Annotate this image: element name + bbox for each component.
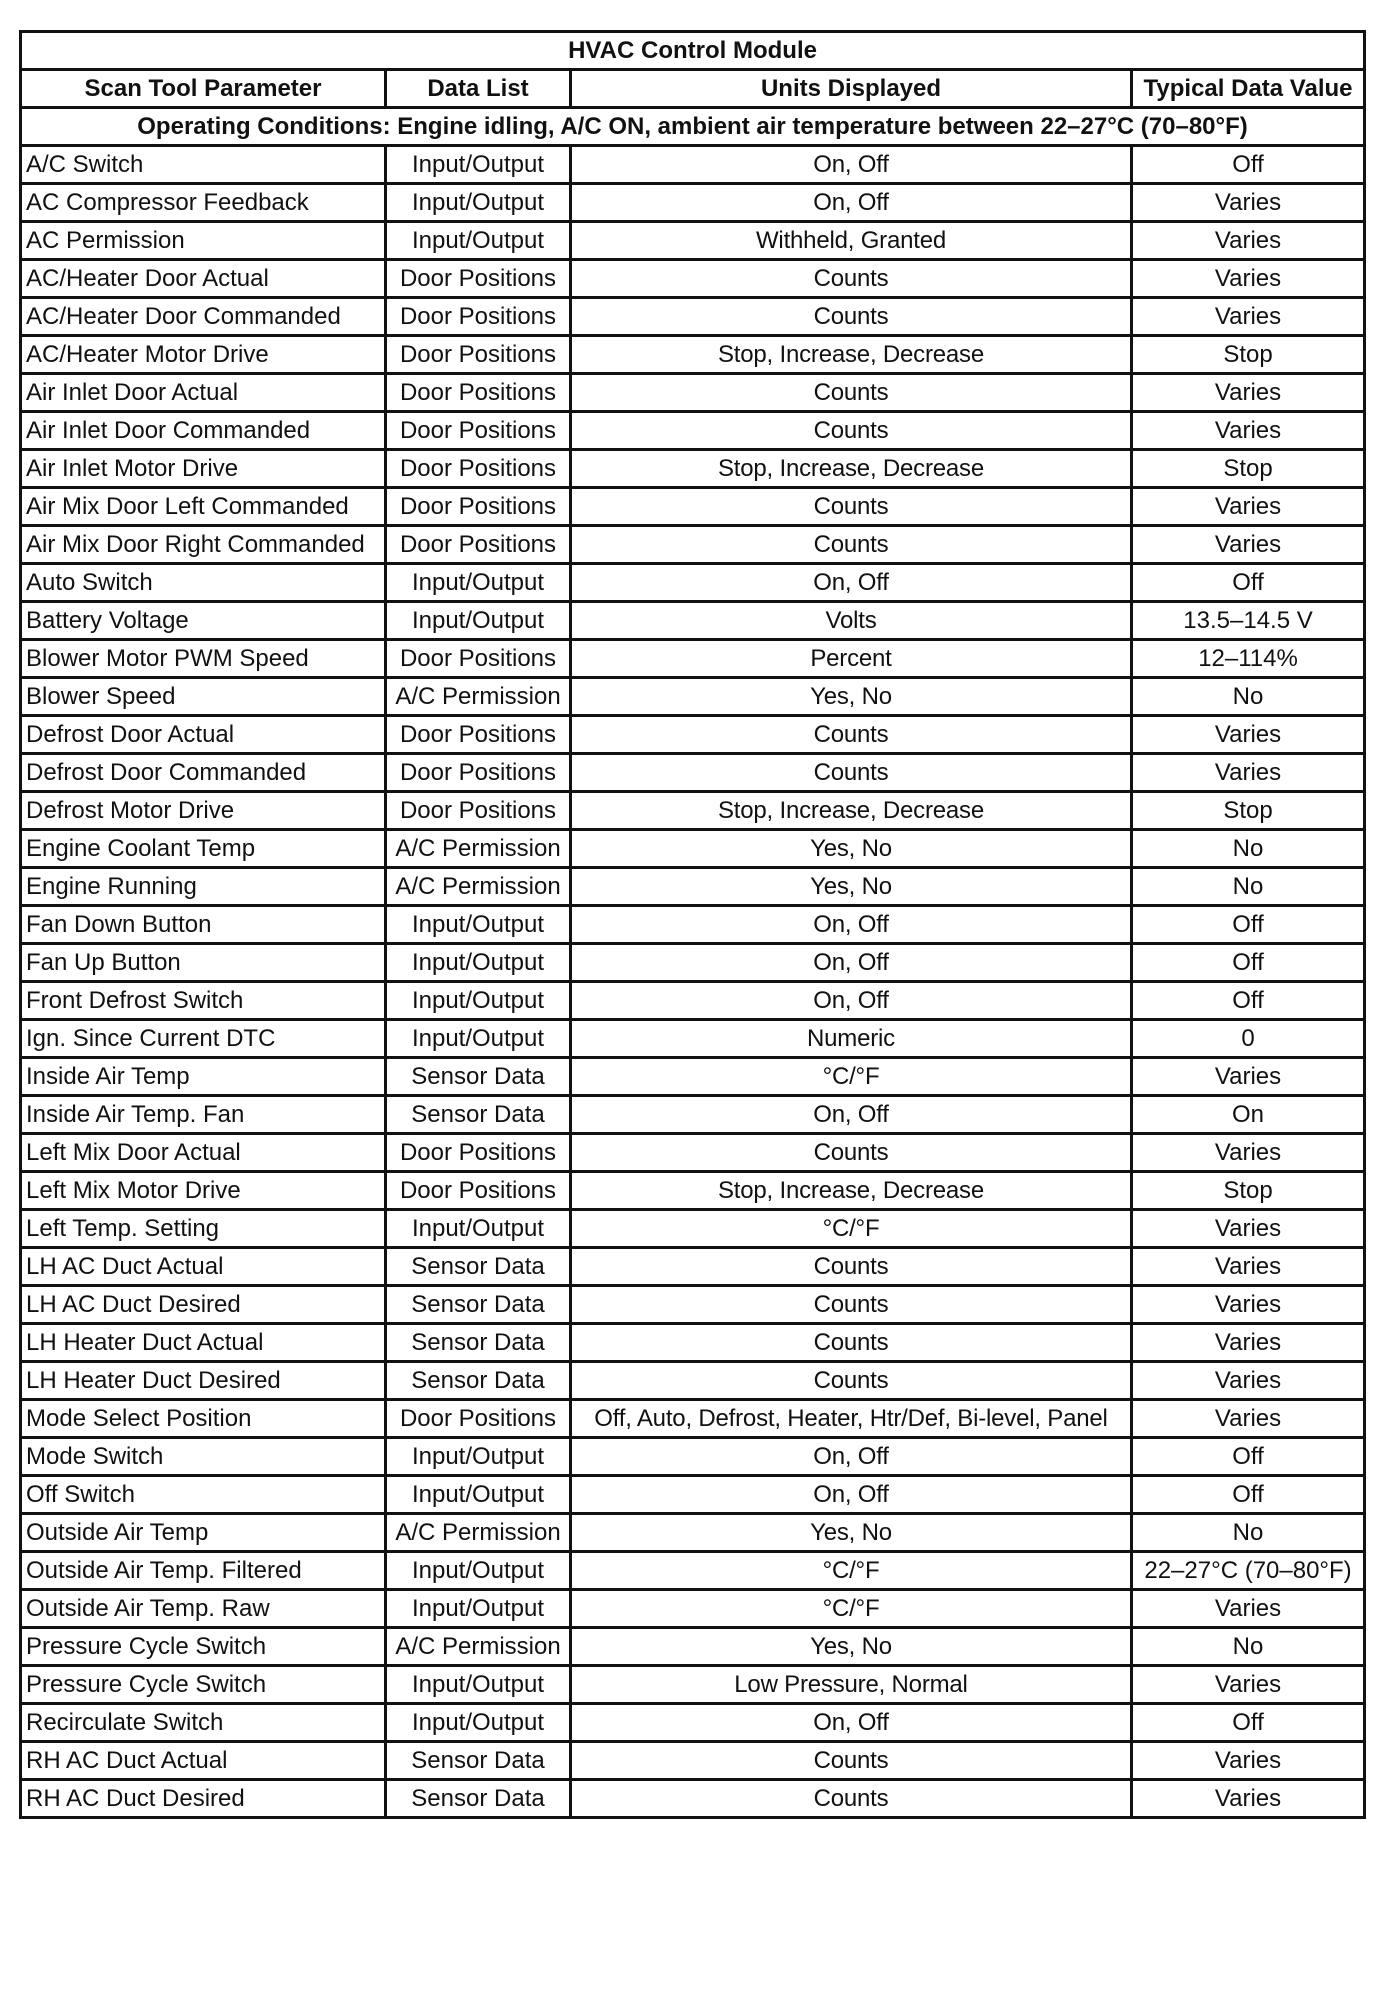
data-list-cell: Door Positions <box>386 336 571 374</box>
parameter-cell: Mode Switch <box>21 1438 386 1476</box>
units-cell: On, Off <box>571 1704 1132 1742</box>
typical-value-cell: Stop <box>1132 792 1365 830</box>
parameter-cell: LH Heater Duct Actual <box>21 1324 386 1362</box>
data-list-cell: A/C Permission <box>386 1514 571 1552</box>
parameter-cell: Defrost Door Commanded <box>21 754 386 792</box>
typical-value-cell: Stop <box>1132 450 1365 488</box>
units-cell: On, Off <box>571 906 1132 944</box>
typical-value-cell: Varies <box>1132 1134 1365 1172</box>
parameter-cell: Front Defrost Switch <box>21 982 386 1020</box>
parameter-cell: RH AC Duct Desired <box>21 1780 386 1818</box>
data-list-cell: Input/Output <box>386 1590 571 1628</box>
data-list-cell: Input/Output <box>386 944 571 982</box>
typical-value-cell: Varies <box>1132 298 1365 336</box>
table-row <box>21 754 1365 792</box>
table-row <box>21 1742 1365 1780</box>
units-cell: Percent <box>571 640 1132 678</box>
data-list-cell: Input/Output <box>386 1552 571 1590</box>
parameter-cell: AC/Heater Door Actual <box>21 260 386 298</box>
data-list-cell: Input/Output <box>386 222 571 260</box>
typical-value-cell: Varies <box>1132 1210 1365 1248</box>
parameter-cell: Fan Up Button <box>21 944 386 982</box>
column-header-typical-value: Typical Data Value <box>1132 70 1365 108</box>
units-cell: Counts <box>571 412 1132 450</box>
units-cell: Counts <box>571 1780 1132 1818</box>
typical-value-cell: Varies <box>1132 488 1365 526</box>
parameter-cell: Mode Select Position <box>21 1400 386 1438</box>
data-list-cell: Input/Output <box>386 906 571 944</box>
typical-value-cell: No <box>1132 678 1365 716</box>
parameter-cell: Battery Voltage <box>21 602 386 640</box>
table-row <box>21 1058 1365 1096</box>
units-cell: Numeric <box>571 1020 1132 1058</box>
table-row <box>21 640 1365 678</box>
data-list-cell: Input/Output <box>386 602 571 640</box>
parameter-cell: Outside Air Temp. Raw <box>21 1590 386 1628</box>
parameter-cell: AC/Heater Motor Drive <box>21 336 386 374</box>
parameter-cell: Blower Motor PWM Speed <box>21 640 386 678</box>
operating-conditions: Operating Conditions: Engine idling, A/C ON, ambient air temperature between 22–27°C (70–80°F) <box>21 108 1365 146</box>
typical-value-cell: Varies <box>1132 222 1365 260</box>
parameter-cell: Air Inlet Motor Drive <box>21 450 386 488</box>
typical-value-cell: Varies <box>1132 1742 1365 1780</box>
typical-value-cell: 0 <box>1132 1020 1365 1058</box>
units-cell: On, Off <box>571 146 1132 184</box>
parameter-cell: Ign. Since Current DTC <box>21 1020 386 1058</box>
typical-value-cell: Off <box>1132 1476 1365 1514</box>
units-cell: On, Off <box>571 1438 1132 1476</box>
table-row <box>21 1400 1365 1438</box>
table-row <box>21 1324 1365 1362</box>
table-row <box>21 1248 1365 1286</box>
typical-value-cell: Varies <box>1132 1780 1365 1818</box>
data-list-cell: Input/Output <box>386 982 571 1020</box>
units-cell: Counts <box>571 374 1132 412</box>
table-row <box>21 1362 1365 1400</box>
table-title-row <box>21 32 1365 70</box>
units-cell: On, Off <box>571 944 1132 982</box>
data-list-cell: Door Positions <box>386 298 571 336</box>
data-list-cell: Input/Output <box>386 146 571 184</box>
units-cell: Off, Auto, Defrost, Heater, Htr/Def, Bi-level, Panel <box>571 1400 1132 1438</box>
typical-value-cell: Varies <box>1132 184 1365 222</box>
parameter-cell: AC Compressor Feedback <box>21 184 386 222</box>
parameter-cell: LH Heater Duct Desired <box>21 1362 386 1400</box>
parameter-cell: Left Mix Door Actual <box>21 1134 386 1172</box>
table-row <box>21 792 1365 830</box>
table-row <box>21 374 1365 412</box>
units-cell: On, Off <box>571 982 1132 1020</box>
parameter-cell: Inside Air Temp. Fan <box>21 1096 386 1134</box>
typical-value-cell: No <box>1132 868 1365 906</box>
units-cell: Counts <box>571 1362 1132 1400</box>
column-header-units: Units Displayed <box>571 70 1132 108</box>
parameter-cell: Outside Air Temp <box>21 1514 386 1552</box>
table-row <box>21 906 1365 944</box>
parameter-cell: Recirculate Switch <box>21 1704 386 1742</box>
typical-value-cell: Varies <box>1132 526 1365 564</box>
typical-value-cell: Off <box>1132 944 1365 982</box>
table-row <box>21 1172 1365 1210</box>
data-list-cell: Input/Output <box>386 1476 571 1514</box>
parameter-cell: Blower Speed <box>21 678 386 716</box>
data-list-cell: Door Positions <box>386 1172 571 1210</box>
parameter-cell: Engine Coolant Temp <box>21 830 386 868</box>
units-cell: Counts <box>571 1742 1132 1780</box>
parameter-cell: Left Temp. Setting <box>21 1210 386 1248</box>
typical-value-cell: No <box>1132 830 1365 868</box>
typical-value-cell: Varies <box>1132 1400 1365 1438</box>
units-cell: Counts <box>571 488 1132 526</box>
data-list-cell: Sensor Data <box>386 1780 571 1818</box>
units-cell: °C/°F <box>571 1058 1132 1096</box>
units-cell: Stop, Increase, Decrease <box>571 450 1132 488</box>
units-cell: Counts <box>571 716 1132 754</box>
column-header-data-list: Data List <box>386 70 571 108</box>
table-row <box>21 1438 1365 1476</box>
table-row <box>21 564 1365 602</box>
parameter-cell: Left Mix Motor Drive <box>21 1172 386 1210</box>
table-row <box>21 412 1365 450</box>
units-cell: Volts <box>571 602 1132 640</box>
units-cell: °C/°F <box>571 1210 1132 1248</box>
units-cell: Stop, Increase, Decrease <box>571 792 1132 830</box>
typical-value-cell: Varies <box>1132 1666 1365 1704</box>
typical-value-cell: Varies <box>1132 1248 1365 1286</box>
typical-value-cell: Off <box>1132 564 1365 602</box>
table-body <box>21 146 1365 1818</box>
table-row <box>21 184 1365 222</box>
typical-value-cell: 12–114% <box>1132 640 1365 678</box>
units-cell: °C/°F <box>571 1552 1132 1590</box>
data-list-cell: Sensor Data <box>386 1096 571 1134</box>
parameter-cell: Outside Air Temp. Filtered <box>21 1552 386 1590</box>
data-list-cell: Door Positions <box>386 716 571 754</box>
table-row <box>21 944 1365 982</box>
table-row <box>21 1096 1365 1134</box>
data-list-cell: Door Positions <box>386 260 571 298</box>
units-cell: Yes, No <box>571 830 1132 868</box>
table-row <box>21 1666 1365 1704</box>
table-row <box>21 1552 1365 1590</box>
units-cell: On, Off <box>571 184 1132 222</box>
typical-value-cell: Stop <box>1132 1172 1365 1210</box>
parameter-cell: Air Inlet Door Commanded <box>21 412 386 450</box>
data-list-cell: Input/Output <box>386 564 571 602</box>
units-cell: Counts <box>571 1134 1132 1172</box>
typical-value-cell: Varies <box>1132 754 1365 792</box>
parameter-cell: LH AC Duct Desired <box>21 1286 386 1324</box>
typical-value-cell: 22–27°C (70–80°F) <box>1132 1552 1365 1590</box>
table-row <box>21 602 1365 640</box>
table-row <box>21 830 1365 868</box>
typical-value-cell: Varies <box>1132 260 1365 298</box>
parameter-cell: Inside Air Temp <box>21 1058 386 1096</box>
parameter-cell: Defrost Door Actual <box>21 716 386 754</box>
units-cell: Withheld, Granted <box>571 222 1132 260</box>
parameter-cell: RH AC Duct Actual <box>21 1742 386 1780</box>
typical-value-cell: Off <box>1132 146 1365 184</box>
typical-value-cell: Off <box>1132 1704 1365 1742</box>
table-row <box>21 1704 1365 1742</box>
parameter-cell: Air Inlet Door Actual <box>21 374 386 412</box>
table-row <box>21 450 1365 488</box>
typical-value-cell: Varies <box>1132 412 1365 450</box>
parameter-cell: Air Mix Door Left Commanded <box>21 488 386 526</box>
data-list-cell: Sensor Data <box>386 1286 571 1324</box>
data-list-cell: Door Positions <box>386 412 571 450</box>
units-cell: Counts <box>571 526 1132 564</box>
units-cell: Counts <box>571 1286 1132 1324</box>
units-cell: °C/°F <box>571 1590 1132 1628</box>
units-cell: Counts <box>571 1248 1132 1286</box>
data-list-cell: Door Positions <box>386 754 571 792</box>
units-cell: Stop, Increase, Decrease <box>571 1172 1132 1210</box>
table-row <box>21 1020 1365 1058</box>
table-row <box>21 982 1365 1020</box>
units-cell: On, Off <box>571 564 1132 602</box>
typical-value-cell: No <box>1132 1514 1365 1552</box>
column-header-parameter: Scan Tool Parameter <box>21 70 386 108</box>
data-list-cell: A/C Permission <box>386 830 571 868</box>
table-row <box>21 868 1365 906</box>
table-row <box>21 260 1365 298</box>
table-title: HVAC Control Module <box>21 32 1365 70</box>
data-list-cell: Door Positions <box>386 374 571 412</box>
table-row <box>21 1134 1365 1172</box>
data-list-cell: A/C Permission <box>386 1628 571 1666</box>
data-list-cell: Door Positions <box>386 526 571 564</box>
units-cell: Counts <box>571 1324 1132 1362</box>
data-list-cell: Sensor Data <box>386 1324 571 1362</box>
data-list-cell: Input/Output <box>386 1438 571 1476</box>
data-list-cell: Input/Output <box>386 1020 571 1058</box>
data-list-cell: Door Positions <box>386 488 571 526</box>
typical-value-cell: Stop <box>1132 336 1365 374</box>
typical-value-cell: No <box>1132 1628 1365 1666</box>
units-cell: On, Off <box>571 1476 1132 1514</box>
units-cell: Yes, No <box>571 1514 1132 1552</box>
table-row <box>21 1514 1365 1552</box>
data-list-cell: Door Positions <box>386 1400 571 1438</box>
table-row <box>21 1286 1365 1324</box>
table-row <box>21 336 1365 374</box>
typical-value-cell: Varies <box>1132 716 1365 754</box>
table-row <box>21 526 1365 564</box>
units-cell: Yes, No <box>571 678 1132 716</box>
parameter-cell: Pressure Cycle Switch <box>21 1628 386 1666</box>
table-row <box>21 146 1365 184</box>
table-row <box>21 222 1365 260</box>
data-list-cell: Door Positions <box>386 1134 571 1172</box>
table-row <box>21 1590 1365 1628</box>
parameter-cell: AC/Heater Door Commanded <box>21 298 386 336</box>
data-list-cell: Door Positions <box>386 640 571 678</box>
data-list-cell: A/C Permission <box>386 868 571 906</box>
parameter-cell: A/C Switch <box>21 146 386 184</box>
units-cell: On, Off <box>571 1096 1132 1134</box>
parameter-cell: Pressure Cycle Switch <box>21 1666 386 1704</box>
units-cell: Stop, Increase, Decrease <box>571 336 1132 374</box>
typical-value-cell: Varies <box>1132 1058 1365 1096</box>
typical-value-cell: Varies <box>1132 1362 1365 1400</box>
units-cell: Counts <box>571 298 1132 336</box>
parameter-cell: Fan Down Button <box>21 906 386 944</box>
parameter-cell: LH AC Duct Actual <box>21 1248 386 1286</box>
table-row <box>21 1210 1365 1248</box>
data-list-cell: Sensor Data <box>386 1742 571 1780</box>
table-row <box>21 298 1365 336</box>
table-row <box>21 1780 1365 1818</box>
units-cell: Yes, No <box>571 868 1132 906</box>
typical-value-cell: Varies <box>1132 1590 1365 1628</box>
typical-value-cell: Off <box>1132 1438 1365 1476</box>
table-row <box>21 488 1365 526</box>
data-list-cell: Input/Output <box>386 1704 571 1742</box>
hvac-data-sheet <box>19 30 1363 1819</box>
data-list-cell: Input/Output <box>386 184 571 222</box>
data-list-cell: Sensor Data <box>386 1058 571 1096</box>
parameter-cell: Defrost Motor Drive <box>21 792 386 830</box>
parameter-cell: Auto Switch <box>21 564 386 602</box>
typical-value-cell: Varies <box>1132 374 1365 412</box>
table-row <box>21 1628 1365 1666</box>
column-header-row <box>21 70 1365 108</box>
data-list-cell: Sensor Data <box>386 1362 571 1400</box>
table-row <box>21 678 1365 716</box>
data-list-cell: Door Positions <box>386 450 571 488</box>
parameter-cell: Air Mix Door Right Commanded <box>21 526 386 564</box>
parameter-cell: Off Switch <box>21 1476 386 1514</box>
units-cell: Yes, No <box>571 1628 1132 1666</box>
parameter-cell: Engine Running <box>21 868 386 906</box>
data-list-cell: Input/Output <box>386 1210 571 1248</box>
typical-value-cell: Off <box>1132 906 1365 944</box>
units-cell: Counts <box>571 260 1132 298</box>
table-row <box>21 716 1365 754</box>
typical-value-cell: Varies <box>1132 1324 1365 1362</box>
data-list-cell: Sensor Data <box>386 1248 571 1286</box>
typical-value-cell: Off <box>1132 982 1365 1020</box>
data-list-cell: A/C Permission <box>386 678 571 716</box>
units-cell: Counts <box>571 754 1132 792</box>
hvac-data-table <box>19 30 1366 1819</box>
typical-value-cell: 13.5–14.5 V <box>1132 602 1365 640</box>
table-row <box>21 1476 1365 1514</box>
data-list-cell: Door Positions <box>386 792 571 830</box>
typical-value-cell: On <box>1132 1096 1365 1134</box>
typical-value-cell: Varies <box>1132 1286 1365 1324</box>
data-list-cell: Input/Output <box>386 1666 571 1704</box>
units-cell: Low Pressure, Normal <box>571 1666 1132 1704</box>
operating-conditions-row <box>21 108 1365 146</box>
parameter-cell: AC Permission <box>21 222 386 260</box>
